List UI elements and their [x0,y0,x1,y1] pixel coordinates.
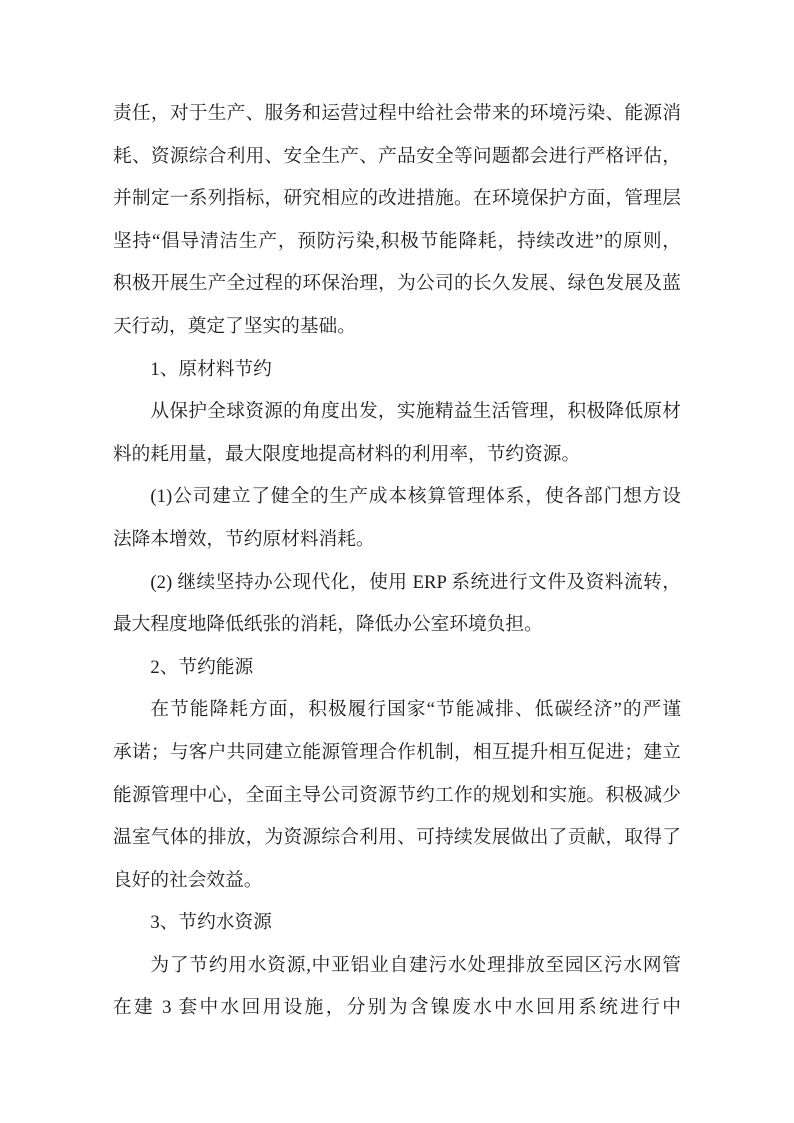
text-block [113,93,681,1030]
text-line: (1)公司建立了健全的生产成本核算管理体系，使各部门想方设 [150,486,681,508]
text-line: 温室气体的排放，为资源综合利用、可持续发展做出了贡献，取得了 [113,827,681,849]
text-line: 积极开展生产全过程的环保治理，为公司的长久发展、绿色发展及蓝 [113,273,681,295]
text-line: 从保护全球资源的角度出发，实施精益生活管理，积极降低原材 [150,401,681,423]
text-line: 能源管理中心，全面主导公司资源节约工作的规划和实施。积极减少 [113,784,681,806]
section-heading-2: 2、节约能源 [150,656,254,678]
text-line: 良好的社会效益。 [113,869,263,891]
text-line: 天行动，奠定了坚实的基础。 [113,315,356,337]
text-line: 法降本增效，节约原材料消耗。 [113,528,375,550]
text-line: 料的耗用量，最大限度地提高材料的利用率，节约资源。 [113,443,581,465]
text-line: 在节能降耗方面，积极履行国家“节能减排、低碳经济”的严谨 [150,699,681,721]
text-line: 耗、资源综合利用、安全生产、产品安全等问题都会进行严格评估， [113,145,681,167]
text-line: 责任，对于生产、服务和运营过程中给社会带来的环境污染、能源消 [113,103,681,124]
text-line: 在建 3 套中水回用设施，分别为含镍废水中水回用系统进行中 [113,997,681,1019]
section-heading-3: 3、节约水资源 [150,912,272,934]
text-line: 坚持“倡导清洁生产，预防污染,积极节能降耗，持续改进”的原则， [113,230,681,252]
text-line: 最大程度地降低纸张的消耗，降低办公室环境负担。 [113,614,543,636]
text-line: 承诺；与客户共同建立能源管理合作机制，相互提升相互促进；建立 [113,741,681,763]
text-line: 并制定一系列指标，研究相应的改进措施。在环境保护方面，管理层 [113,188,681,210]
text-line: 为了节约用水资源,中亚铝业自建污水处理排放至园区污水网管 [150,954,681,976]
section-heading-1: 1、原材料节约 [150,358,272,380]
text-line: (2) 继续坚持办公现代化，使用 ERP 系统进行文件及资料流转， [150,571,681,593]
